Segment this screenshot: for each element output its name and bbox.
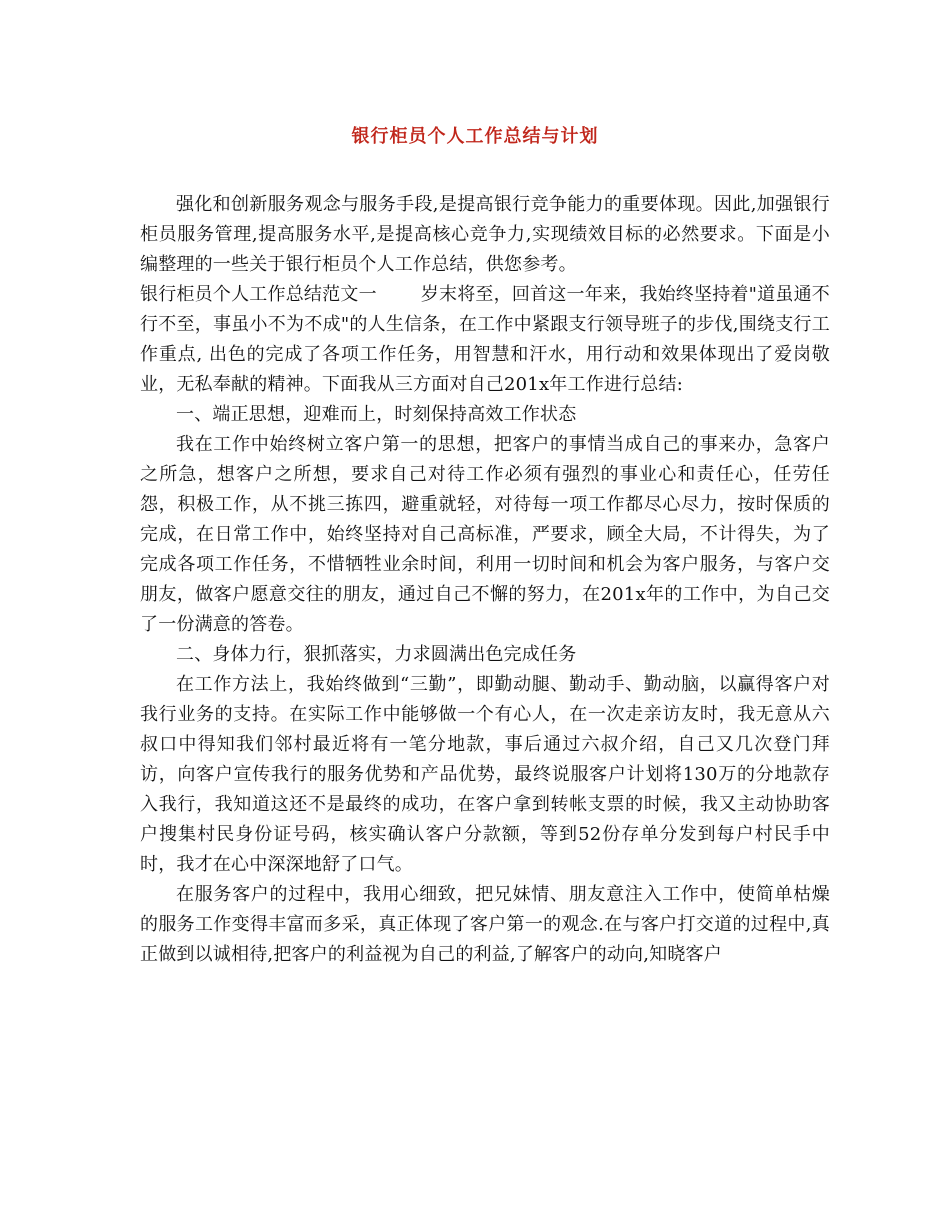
section2-paragraph-1: 在工作方法上，我始终做到“三勤”，即勤动腿、勤动手、勤动脑，以赢得客户对我行业务的支持。在实际工作中能够做一个有心人，在一次走亲访友时，我无意从六叔口中得知我们邻村最近将有一笔分地款，事后通过六叔介绍，自己又几次登门拜访，向客户宣传我行的服务优势和产品优势，最终说服客户计划将130万的分地款存入我行，我知道这还不是最终的成功，在客户拿到转帐支票的时候，我又主动协助客户搜集村民身份证号码，核实确认客户分款额，等到52份存单分发到每户村民手中时，我才在心中深深地舒了口气。 bbox=[140, 674, 830, 875]
section1-paragraph: 我在工作中始终树立客户第一的思想，把客户的事情当成自己的事来办，急客户之所急，想客户之所想，要求自己对待工作必须有强烈的事业心和责任心，任劳任怨，积极工作，从不挑三拣四，避重就轻，对待每一项工作都尽心尽力，按时保质的完成，在日常工作中，始终坚持对自己高标准，严要求，顾全大局，不计得失，为了完成各项工作任务，不惜牺牲业余时间，利用一切时间和机会为客户服务，与客户交朋友，做客户愿意交往的朋友，通过自己不懈的努力，在201x年的工作中，为自己交了一份满意的答卷。 bbox=[140, 434, 830, 635]
document-body bbox=[140, 190, 830, 970]
intro-paragraph: 强化和创新服务观念与服务手段,是提高银行竞争能力的重要体现。因此,加强银行柜员服务管理,提高服务水平,是提高核心竞争力,实现绩效目标的必然要求。下面是小编整理的一些关于银行柜员个人工作总结，供您参考。 bbox=[140, 194, 830, 275]
sample-label: 银行柜员个人工作总结范文一 bbox=[140, 284, 377, 305]
section2-heading: 二、身体力行，狠抓落实，力求圆满出色完成任务 bbox=[176, 644, 577, 665]
section1-heading: 一、端正思想，迎难而上，时刻保持高效工作状态 bbox=[176, 404, 577, 425]
sample-paragraph bbox=[140, 280, 830, 400]
section2-paragraph-2: 在服务客户的过程中，我用心细致，把兄妹情、朋友意注入工作中，使简单枯燥的服务工作变得丰富而多采，真正体现了客户第一的观念.在与客户打交道的过程中,真正做到以诚相待,把客户的利益视为自己的利益,了解客户的动向,知晓客户 bbox=[140, 884, 830, 965]
document-title: 银行柜员个人工作总结与计划 bbox=[351, 126, 599, 147]
opening-text: 岁末将至，回首这一年来，我始终坚持着"道虽通不行不至，事虽小不为不成"的人生信条，在工作中紧跟支行领导班子的步伐,围绕支行工作重点, 出色的完成了各项工作任务，用智慧和汗水，用行动和效果体现出了爱岗敬业，无私奉献的精神。下面我从三方面对自己201x年工作进行总结: bbox=[140, 284, 830, 395]
